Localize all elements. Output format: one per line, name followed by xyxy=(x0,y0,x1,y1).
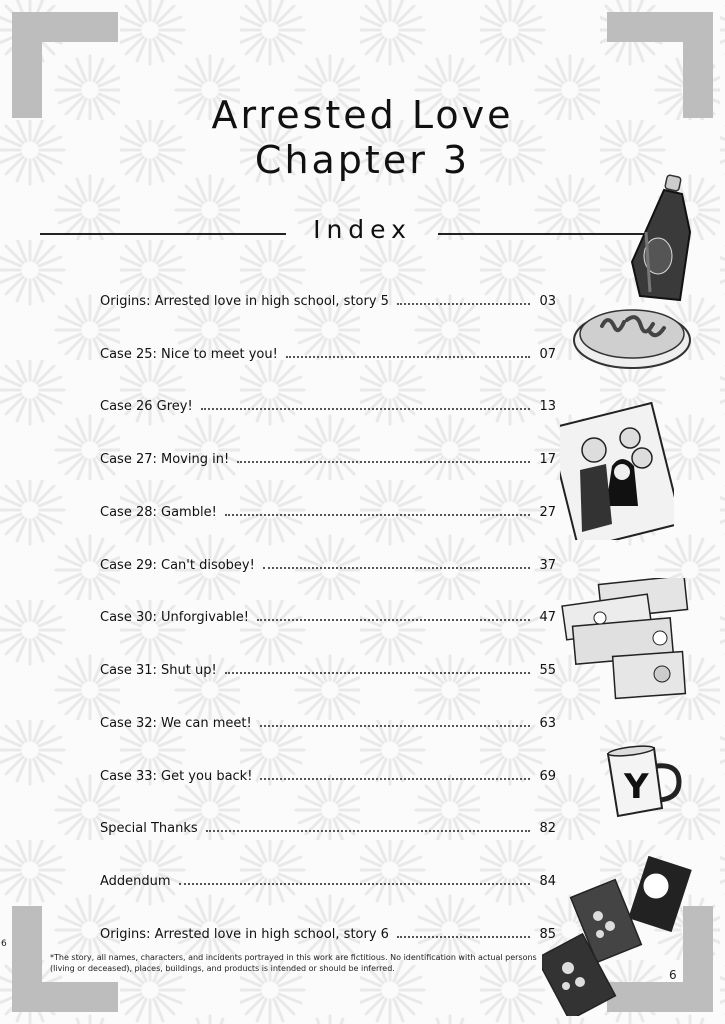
characters-illustration xyxy=(560,400,674,540)
leader-dots xyxy=(225,513,530,516)
leader-dots xyxy=(237,460,530,463)
title-line-2: Chapter 3 xyxy=(254,138,471,182)
omelette-rice-illustration xyxy=(572,296,694,376)
toc-label: Origins: Arrested love in high school, story 6 xyxy=(100,927,389,942)
index-heading: Index xyxy=(313,215,412,244)
toc-row[interactable] xyxy=(100,599,556,625)
leader-dots xyxy=(397,302,530,305)
leader-dots xyxy=(260,724,530,727)
toc-page-number: 13 xyxy=(539,399,556,414)
flower-cards-illustration xyxy=(542,856,698,1016)
toc-row[interactable] xyxy=(100,336,556,362)
leader-dots xyxy=(179,882,530,885)
money-bills-illustration xyxy=(560,578,690,706)
toc-page-number: 47 xyxy=(539,610,556,625)
toc-row[interactable] xyxy=(100,863,556,889)
toc-row[interactable] xyxy=(100,810,556,836)
toc-row[interactable] xyxy=(100,916,556,942)
toc-row[interactable] xyxy=(100,758,556,784)
toc-label: Special Thanks xyxy=(100,821,198,836)
toc-page-number: 82 xyxy=(539,821,556,836)
leader-dots xyxy=(286,355,530,358)
toc-label: Case 33: Get you back! xyxy=(100,769,253,784)
leader-dots xyxy=(206,829,530,832)
toc-label: Case 30: Unforgivable! xyxy=(100,610,249,625)
edge-page-number: 6 xyxy=(1,939,7,949)
corner-bracket-bottom-left xyxy=(12,906,42,1012)
toc-row[interactable] xyxy=(100,388,556,414)
toc-page-number: 07 xyxy=(539,347,556,362)
toc-label: Case 32: We can meet! xyxy=(100,716,252,731)
leader-dots xyxy=(225,671,530,674)
sauce-bottle-illustration xyxy=(624,172,694,306)
leader-dots xyxy=(397,935,530,938)
mug-illustration xyxy=(602,744,686,822)
toc-page-number: 69 xyxy=(539,769,556,784)
toc-page-number: 84 xyxy=(539,874,556,889)
toc-label: Case 31: Shut up! xyxy=(100,663,217,678)
toc-page-number: 55 xyxy=(539,663,556,678)
toc-row[interactable] xyxy=(100,283,556,309)
toc-page-number: 27 xyxy=(539,505,556,520)
mug-letter: Y xyxy=(624,767,649,807)
leader-dots xyxy=(263,566,530,569)
disclaimer-text: *The story, all names, characters, and incidents portrayed in this work are fictitious. No identification with actual persons (living or deceased), places, buildings, and products is intended or should be inferred. xyxy=(50,953,537,973)
title-line-1: Arrested Love xyxy=(211,93,514,137)
leader-dots xyxy=(257,618,530,621)
toc-label: Origins: Arrested love in high school, story 5 xyxy=(100,294,389,309)
toc-label: Addendum xyxy=(100,874,171,889)
toc-row[interactable] xyxy=(100,494,556,520)
toc-row[interactable] xyxy=(100,652,556,678)
toc-label: Case 26 Grey! xyxy=(100,399,193,414)
toc-row[interactable] xyxy=(100,441,556,467)
toc-page-number: 03 xyxy=(539,294,556,309)
toc-page-number: 85 xyxy=(539,927,556,942)
toc-page-number: 37 xyxy=(539,558,556,573)
toc-label: Case 25: Nice to meet you! xyxy=(100,347,278,362)
leader-dots xyxy=(260,777,530,780)
leader-dots xyxy=(201,407,530,410)
toc-label: Case 27: Moving in! xyxy=(100,452,230,467)
toc-page-number: 63 xyxy=(539,716,556,731)
toc-row[interactable] xyxy=(100,705,556,731)
page-number: 6 xyxy=(669,968,677,982)
toc-label: Case 29: Can't disobey! xyxy=(100,558,255,573)
toc-label: Case 28: Gamble! xyxy=(100,505,217,520)
toc-row[interactable] xyxy=(100,547,556,573)
toc-page-number: 17 xyxy=(539,452,556,467)
